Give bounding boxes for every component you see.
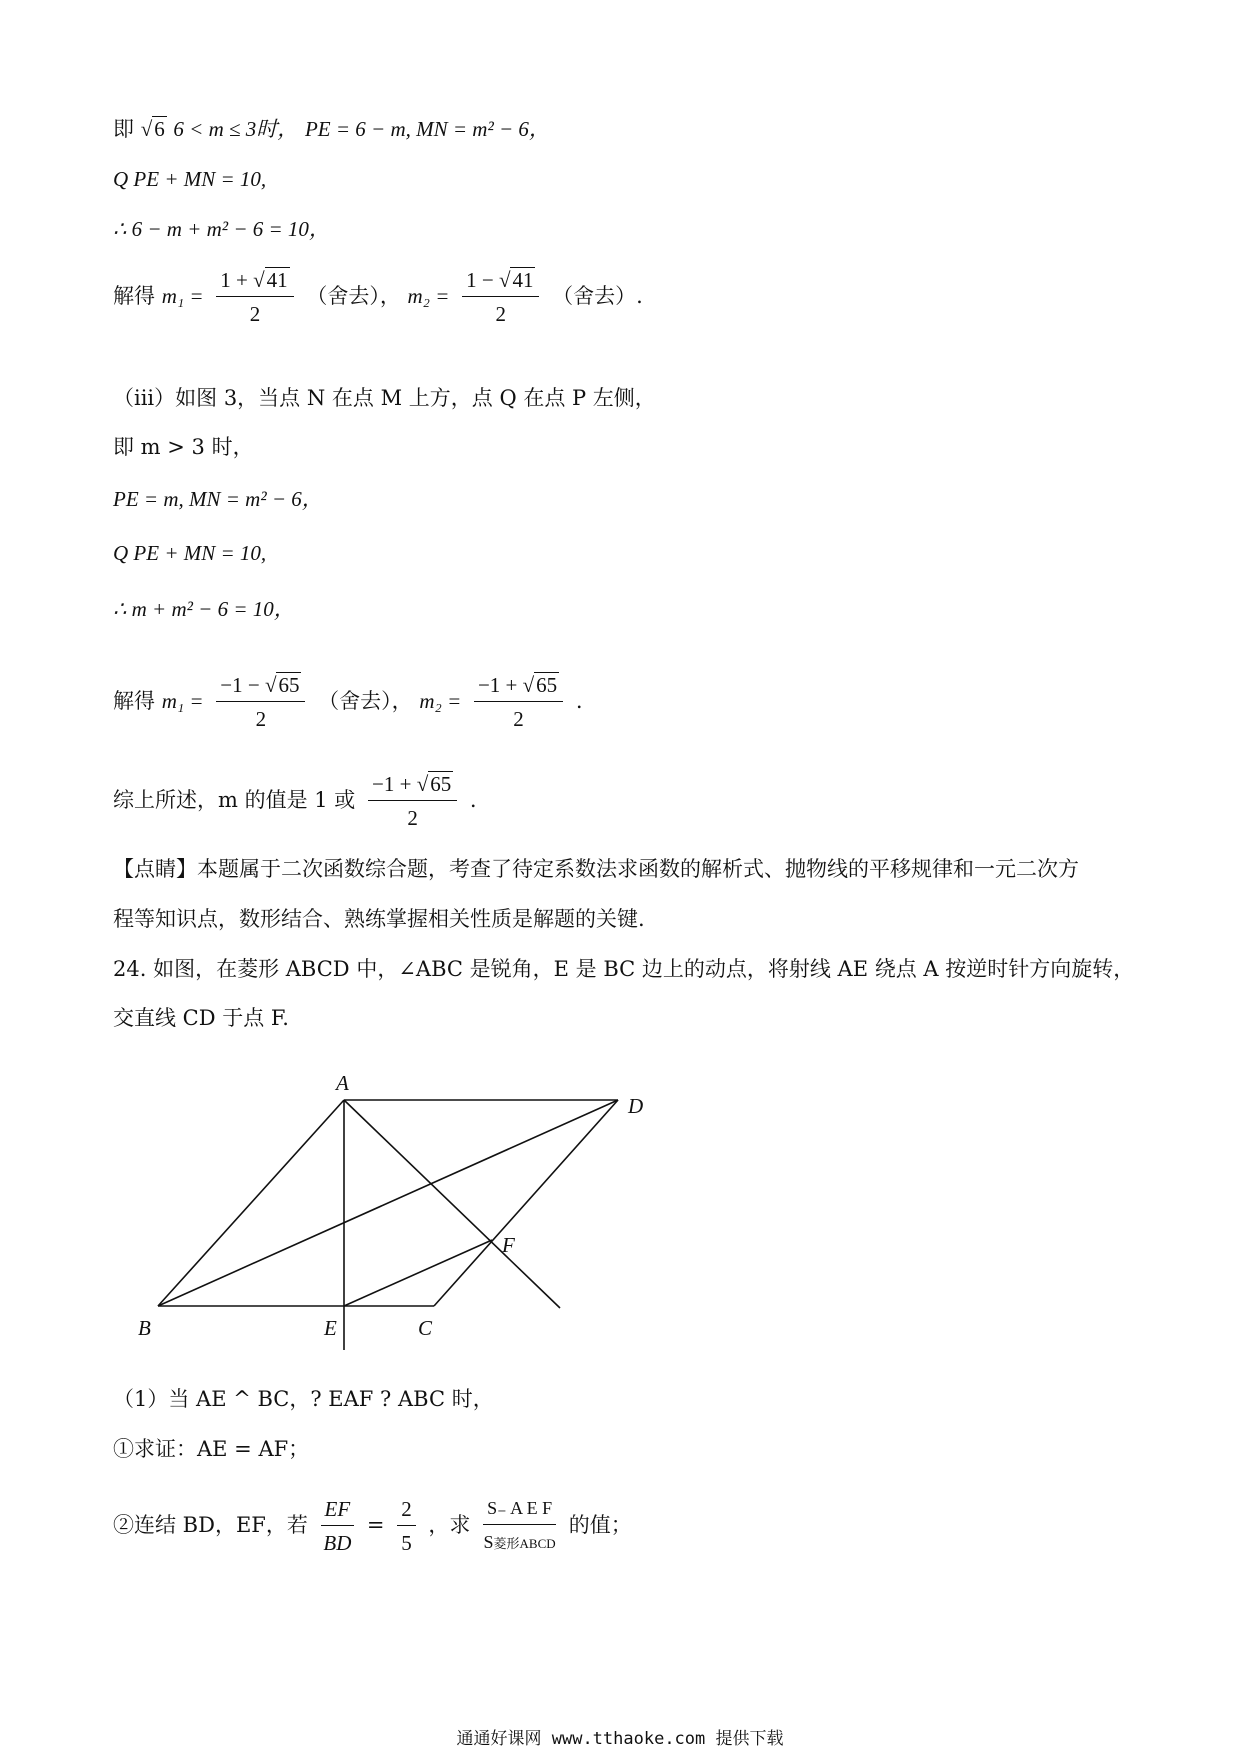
text: （舍去）， [318, 689, 413, 713]
problem-24-part-1-q1: ①求证：AE = AF； [113, 1437, 310, 1461]
m1-label: m₁ = [161, 689, 204, 713]
solution-line-8: Q PE + MN = 10, [113, 541, 267, 565]
segment-ef [344, 1240, 492, 1306]
text: （舍去）， [306, 284, 401, 308]
label-e: E [324, 1316, 337, 1340]
solution-line-10 [113, 671, 583, 734]
label-d: D [628, 1094, 644, 1118]
fraction-2: $\frac{-1 + √65}{2}$ [474, 671, 563, 734]
comment-line-1: 【点睛】本题属于二次函数综合题，考查了待定系数法求函数的解析式、抛物线的平移规律和一元二次方 [113, 857, 1079, 881]
fraction-area-ratio: $\frac{\text{S₋ A E F}}{\text{S菱形ABCD}}$ [483, 1494, 556, 1559]
solution-line-4 [113, 266, 643, 329]
problem-24-line-1: 24. 如图，在菱形 ABCD 中，∠ABC 是锐角，E 是 BC 边上的动点，将射线 AE 绕点 A 按逆时针方向旋转， [113, 957, 1135, 981]
text: 解得 [113, 689, 155, 713]
ray-af [344, 1100, 560, 1308]
text: ②连结 BD，EF，若 [113, 1513, 308, 1537]
solution-line-6: 即 m > 3 时， [113, 435, 254, 459]
segment-ab [158, 1100, 344, 1306]
solution-line-7: PE = m, MN = m² − 6， [113, 487, 323, 511]
fraction-2: $\frac{1 - √41}{2}$ [462, 266, 539, 329]
solution-line-2: Q PE + MN = 10, [113, 167, 267, 191]
problem-24-part-1-q2 [113, 1494, 632, 1559]
label-a: A [336, 1071, 349, 1095]
segment-bd [158, 1100, 618, 1306]
m2-label: m₂ = [407, 284, 450, 308]
solution-line-3: ∴ 6 − m + m² − 6 = 10， [113, 217, 330, 241]
comment-line-2: 程等知识点，数形结合、熟练掌握相关性质是解题的关键. [113, 907, 645, 931]
m1-label: m₁ = [161, 284, 204, 308]
sqrt-6: √6 [140, 117, 165, 141]
fraction-ef-bd: $\frac{EF}{BD}$ [321, 1495, 355, 1558]
m2-label: m₂ = [419, 689, 462, 713]
equation: PE = 6 − m, MN = m² − 6， [304, 117, 550, 141]
solution-line-9: ∴ m + m² − 6 = 10， [113, 597, 295, 621]
text: 即 [113, 117, 134, 141]
problem-24-part-1: （1）当 AE ^ BC，? EAF ? ABC 时， [113, 1387, 494, 1411]
solution-line-5: （iii）如图 3，当点 N 在点 M 上方，点 Q 在点 P 左侧， [113, 386, 656, 410]
label-b: B [138, 1316, 151, 1340]
fraction-2-5: $\frac{2}{5}$ [397, 1495, 416, 1558]
fraction-1: $\frac{-1 - √65}{2}$ [216, 671, 305, 734]
equals-sign: = [366, 1513, 385, 1537]
text: （舍去）. [552, 284, 643, 308]
text: . [469, 788, 477, 812]
footer: 通通好课网 www.tthaoke.com 提供下载 [456, 1729, 784, 1749]
text: 解得 [113, 284, 155, 308]
fraction-result: $\frac{-1 + √65}{2}$ [368, 770, 457, 833]
text: 综上所述，m 的值是 1 或 [113, 788, 356, 812]
fraction-1: $\frac{1 + √41}{2}$ [216, 266, 293, 329]
rhombus-figure [128, 1070, 668, 1360]
solution-line-1 [113, 114, 550, 144]
condition: 6 < m ≤ 3时， [173, 117, 299, 141]
solution-line-11 [113, 770, 477, 833]
text: ，求 [428, 1513, 471, 1537]
label-c: C [418, 1316, 433, 1340]
text: . [575, 689, 583, 713]
problem-24-line-2: 交直线 CD 于点 F. [113, 1006, 289, 1030]
text: 的值； [568, 1513, 632, 1537]
label-f: F [502, 1233, 515, 1257]
